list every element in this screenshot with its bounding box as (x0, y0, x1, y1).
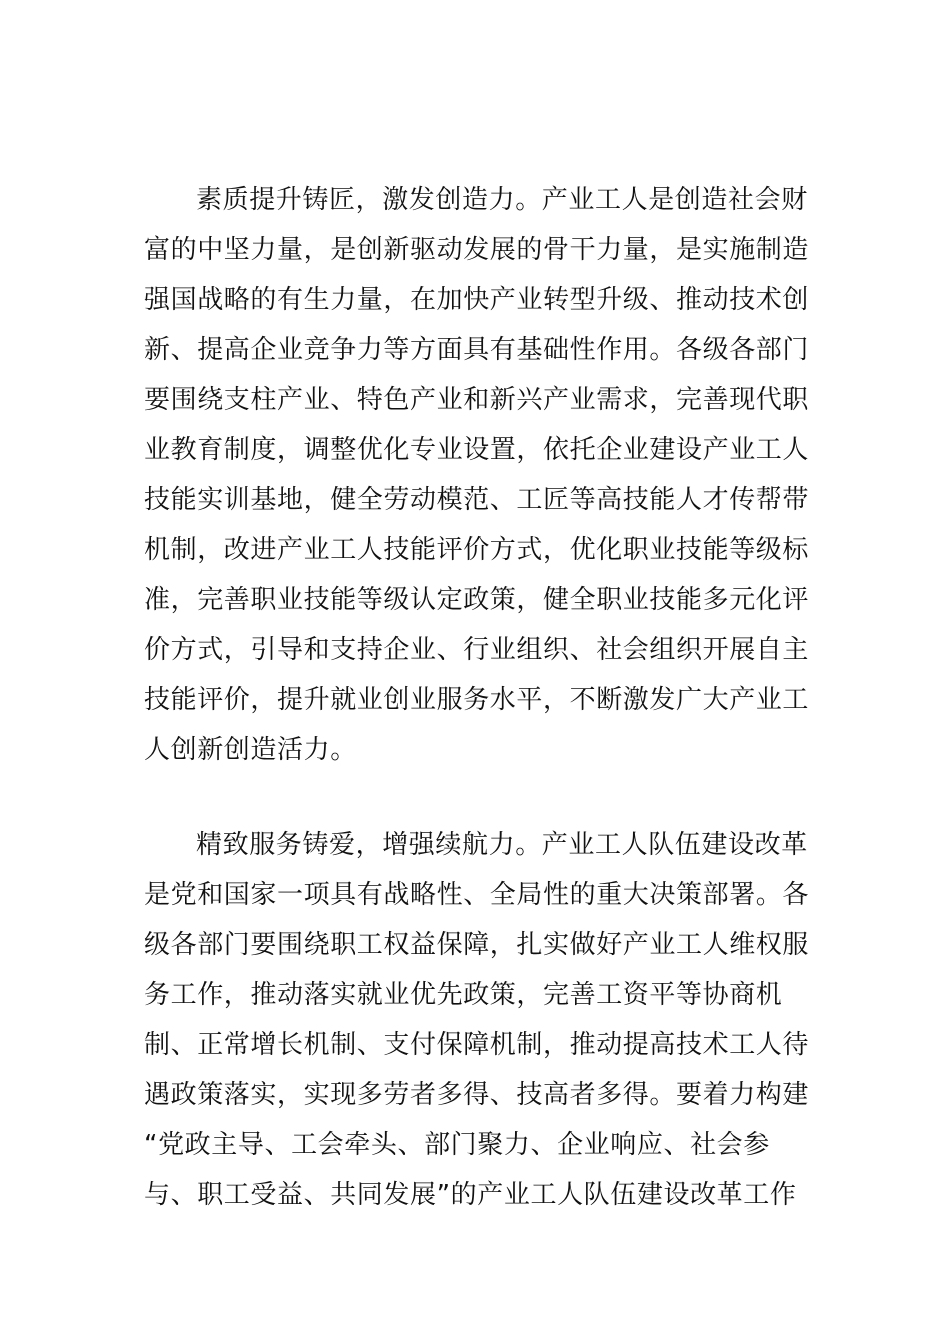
text-line: 技能实训基地，健全劳动模范、工匠等高技能人才传帮带 (144, 485, 810, 515)
text-line: “党政主导、工会牵头、部门聚力、企业响应、社会参 (144, 1130, 770, 1160)
paragraph-service-care (144, 820, 812, 1220)
text-line: 业教育制度，调整优化专业设置，依托企业建设产业工人 (144, 435, 810, 465)
text-line: 遇政策落实，实现多劳者多得、技高者多得。要着力构建 (144, 1080, 810, 1110)
text-line: 精致服务铸爱，增强续航力。产业工人队伍建设改革 (196, 830, 808, 860)
text-line: 准，完善职业技能等级认定政策，健全职业技能多元化评 (144, 585, 810, 615)
text-line: 级各部门要围绕职工权益保障，扎实做好产业工人维权服 (144, 930, 810, 960)
text-line: 人创新创造活力。 (144, 735, 357, 765)
text-line: 价方式，引导和支持企业、行业组织、社会组织开展自主 (144, 635, 810, 665)
text-line: 与、职工受益、共同发展”的产业工人队伍建设改革工作 (144, 1180, 797, 1210)
text-line: 是党和国家一项具有战略性、全局性的重大决策部署。各 (144, 880, 810, 910)
text-line: 务工作，推动落实就业优先政策，完善工资平等协商机 (144, 980, 783, 1010)
text-line: 素质提升铸匠，激发创造力。产业工人是创造社会财 (196, 185, 808, 215)
text-line: 技能评价，提升就业创业服务水平，不断激发广大产业工 (144, 685, 810, 715)
paragraph-quality-improvement (144, 175, 812, 775)
text-line: 要围绕支柱产业、特色产业和新兴产业需求，完善现代职 (144, 385, 810, 415)
text-line: 机制，改进产业工人技能评价方式，优化职业技能等级标 (144, 535, 810, 565)
text-line: 新、提高企业竞争力等方面具有基础性作用。各级各部门 (144, 335, 810, 365)
text-line: 富的中坚力量，是创新驱动发展的骨干力量，是实施制造 (144, 235, 810, 265)
text-line: 强国战略的有生力量，在加快产业转型升级、推动技术创 (144, 285, 810, 315)
text-line: 制、正常增长机制、支付保障机制，推动提高技术工人待 (144, 1030, 810, 1060)
